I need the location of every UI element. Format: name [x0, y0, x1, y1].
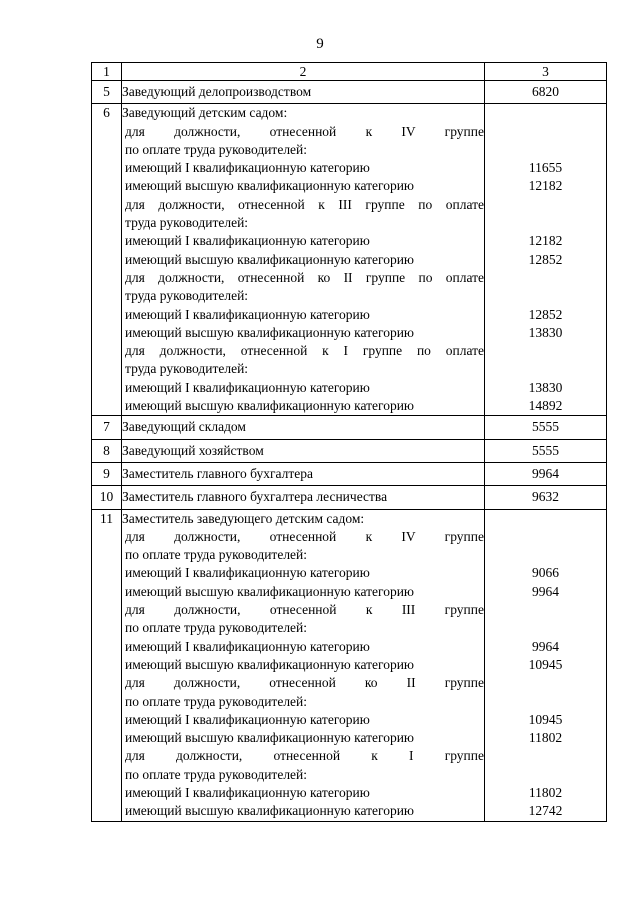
salary-value: 5555 [485, 439, 607, 462]
category-label: имеющий I квалификационную категорию [125, 379, 370, 395]
category-label: имеющий высшую квалификационную категорию [125, 324, 415, 340]
group-label: для должности, отнесенной ко II группе [125, 675, 484, 691]
salary-value: 10945 [528, 656, 563, 672]
salary-value: 12182 [528, 233, 563, 249]
group-label: по оплате труда руководителей: [125, 547, 308, 563]
salary-value: 12182 [528, 178, 563, 194]
row-number: 7 [92, 416, 122, 439]
group-label: по оплате труда руководителей: [125, 620, 308, 636]
row-number: 11 [92, 509, 122, 821]
salary-value: 11802 [528, 730, 563, 746]
group-label: для должности, отнесенной ко II группе по оплате [125, 269, 484, 285]
row-number: 8 [92, 439, 122, 462]
row-number: 9 [92, 462, 122, 485]
group-label: для должности, отнесенной к III группе [125, 602, 484, 618]
position-title: Заместитель главного бухгалтера [122, 462, 485, 485]
salary-values [485, 509, 607, 821]
table-row [92, 81, 607, 104]
position-title: Заведующий складом [122, 416, 485, 439]
row-number: 6 [92, 104, 122, 416]
group-label: по оплате труда руководителей: [125, 766, 308, 782]
table-row [92, 104, 607, 416]
salary-value: 14892 [528, 398, 563, 414]
table-row [92, 416, 607, 439]
table-row [92, 439, 607, 462]
salary-value: 5555 [485, 416, 607, 439]
header-cell-2: 2 [122, 63, 485, 81]
salary-value: 13830 [528, 379, 563, 395]
salary-value: 13830 [528, 324, 563, 340]
category-label: имеющий I квалификационную категорию [125, 711, 370, 727]
header-cell-3: 3 [485, 63, 607, 81]
salary-value: 9964 [485, 462, 607, 485]
salary-value: 9066 [532, 565, 559, 581]
category-label: имеющий I квалификационную категорию [125, 233, 370, 249]
salary-value: 11802 [528, 784, 563, 800]
salary-value: 12852 [528, 306, 563, 322]
category-label: имеющий I квалификационную категорию [125, 306, 370, 322]
group-label: труда руководителей: [125, 361, 249, 377]
group-label: труда руководителей: [125, 288, 249, 304]
header-cell-1: 1 [92, 63, 122, 81]
position-details [122, 104, 485, 416]
group-label: по оплате труда руководителей: [125, 693, 308, 709]
category-label: имеющий высшую квалификационную категорию [125, 178, 415, 194]
position-title: Заведующий делопроизводством [122, 81, 485, 104]
salary-value: 10945 [528, 711, 563, 727]
category-label: имеющий высшую квалификационную категорию [125, 656, 415, 672]
category-label: имеющий I квалификационную категорию [125, 638, 370, 654]
group-label: для должности, отнесенной к III группе по оплате [125, 196, 484, 212]
salary-value: 9964 [532, 583, 559, 599]
salary-value: 9964 [532, 638, 559, 654]
group-label: для должности, отнесенной к IV группе [125, 528, 484, 544]
category-label: имеющий I квалификационную категорию [125, 160, 370, 176]
salary-value: 12742 [528, 803, 563, 819]
group-label: для должности, отнесенной к IV группе [125, 123, 484, 139]
salary-table [91, 62, 607, 822]
category-label: имеющий высшую квалификационную категорию [125, 803, 415, 819]
category-label: имеющий высшую квалификационную категорию [125, 583, 415, 599]
salary-value: 9632 [485, 486, 607, 509]
salary-values [485, 104, 607, 416]
category-label: имеющий высшую квалификационную категорию [125, 398, 415, 414]
table-row [92, 486, 607, 509]
table-header-row [92, 63, 607, 81]
position-title: Заведующий детским садом: [122, 105, 288, 121]
category-label: имеющий высшую квалификационную категорию [125, 730, 415, 746]
group-label: по оплате труда руководителей: [125, 141, 308, 157]
category-label: имеющий I квалификационную категорию [125, 784, 370, 800]
group-label: для должности, отнесенной к I группе [125, 748, 484, 764]
salary-value: 6820 [485, 81, 607, 104]
position-details [122, 509, 485, 821]
position-title: Заместитель заведующего детским садом: [122, 510, 365, 526]
salary-value: 11655 [528, 160, 563, 176]
position-title: Заведующий хозяйством [122, 439, 485, 462]
group-label: труда руководителей: [125, 215, 249, 231]
page-number: 9 [316, 36, 324, 52]
table-row [92, 509, 607, 821]
position-title: Заместитель главного бухгалтера лесничества [122, 486, 485, 509]
table-row [92, 462, 607, 485]
group-label: для должности, отнесенной к I группе по оплате [125, 343, 484, 359]
salary-value: 12852 [528, 251, 563, 267]
category-label: имеющий высшую квалификационную категорию [125, 251, 415, 267]
row-number: 10 [92, 486, 122, 509]
row-number: 5 [92, 81, 122, 104]
category-label: имеющий I квалификационную категорию [125, 565, 370, 581]
